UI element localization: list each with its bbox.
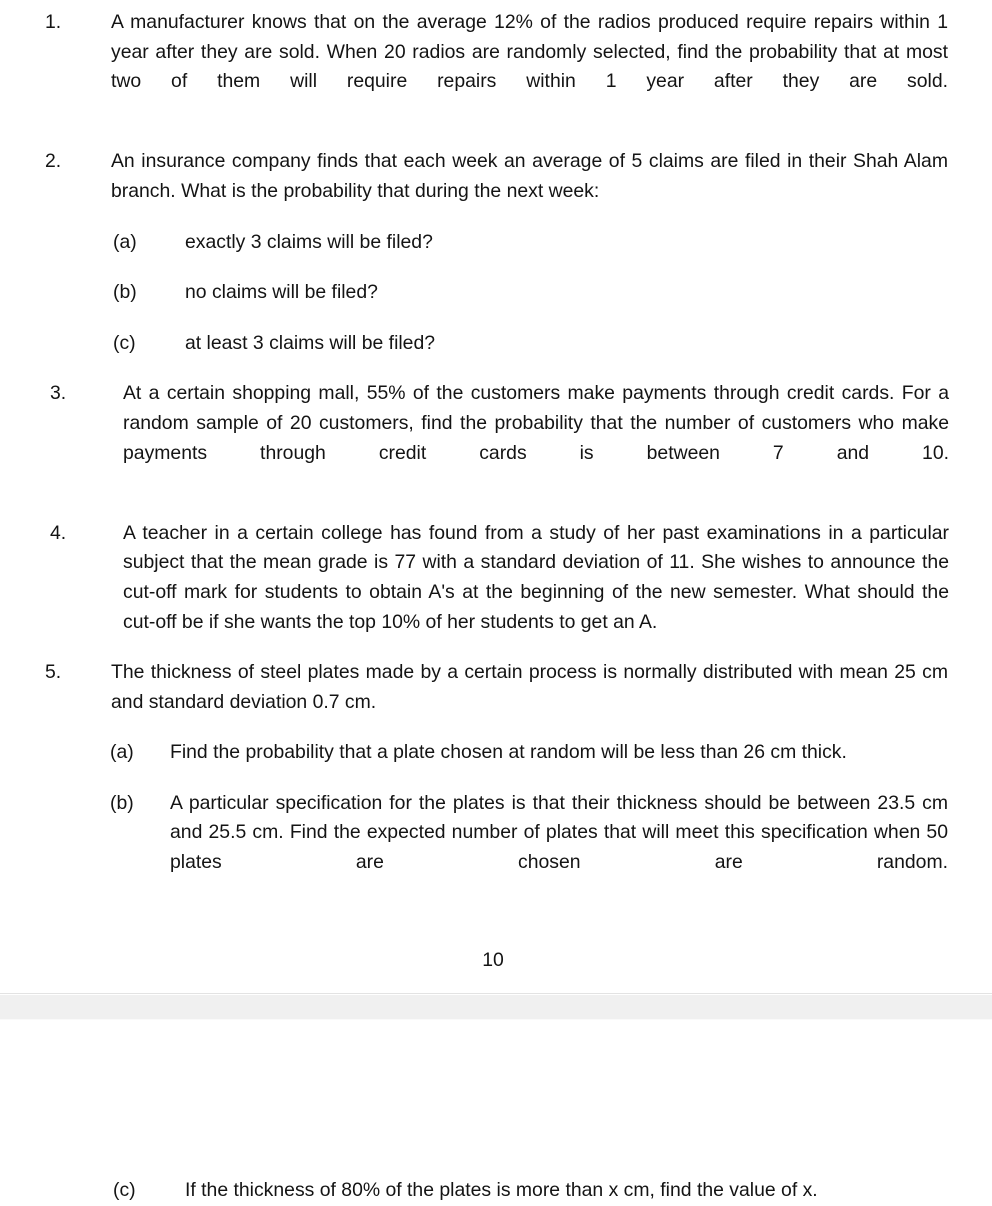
page-separator <box>0 993 992 1020</box>
spacer <box>0 126 992 147</box>
question-item-2 <box>0 147 992 206</box>
spacer <box>0 768 992 789</box>
question-item-1 <box>0 0 992 126</box>
question-text-2: An insurance company finds that each week an average of 5 claims are filed in their Shah Alam branch. What is the probability that during the next week: <box>111 150 948 202</box>
subitem-label-c: (c) <box>113 1179 136 1201</box>
subitem-label-a: (a) <box>110 741 134 764</box>
subitem-text-a: exactly 3 claims will be filed? <box>185 230 433 253</box>
spacer <box>0 358 992 379</box>
subitem-text-a: Find the probability that a plate chosen at random will be less than 26 cm thick. <box>170 741 847 764</box>
spacer <box>0 637 992 658</box>
question-text-3: At a certain shopping mall, 55% of the customers make payments through credit cards. For a random sample of 20 customers, find the probability that the number of customers who make payments through credit cards is between 7 and 10. <box>123 382 949 464</box>
question-5-subitem-c <box>0 1176 992 1206</box>
question-text-5: The thickness of steel plates made by a certain process is normally distributed with mean 25 cm and standard deviation 0.7 cm. <box>111 661 948 713</box>
question-item-4 <box>0 519 992 637</box>
spacer <box>0 207 992 228</box>
subitem-text-c: at least 3 claims will be filed? <box>185 331 436 354</box>
question-2-subitem-a <box>0 228 992 258</box>
question-number-1: 1. <box>45 11 62 33</box>
question-item-5 <box>0 658 992 717</box>
subitem-text-c: If the thickness of 80% of the plates is more than x cm, find the value of x. <box>185 1179 818 1201</box>
spacer <box>0 498 992 519</box>
page-separator-inner <box>0 994 992 1019</box>
document-page-11 <box>0 1020 992 1206</box>
question-5-subitem-b <box>0 789 992 907</box>
question-text-4: A teacher in a certain college has found from a study of her past examinations in a particular subject that the mean grade is 77 with a standard deviation of 11. She wishes to announce the cut-off mark for students to obtain A's at the beginning of the new semester. What should the cut-off be if she wants the top 10% of her students to get an A. <box>123 521 949 633</box>
subitem-label-a: (a) <box>113 230 137 253</box>
page-number: 10 <box>482 949 504 972</box>
subitem-label-b: (b) <box>113 281 137 304</box>
question-number-2: 2. <box>45 150 62 173</box>
question-number-3: 3. <box>50 382 67 405</box>
subitem-label-b: (b) <box>110 791 134 814</box>
question-2-subitem-b <box>0 278 992 308</box>
question-number-5: 5. <box>45 661 62 684</box>
question-item-3 <box>0 379 992 497</box>
subitem-text-b: no claims will be filed? <box>185 281 378 304</box>
question-number-4: 4. <box>50 521 67 544</box>
question-text-1: A manufacturer knows that on the average 12% of the radios produced require repairs within 1 year after they are sold. When 20 radios are randomly selected, find the probability that at most two of them will require repairs within 1 year after they are sold. <box>111 11 948 93</box>
spacer <box>0 257 992 278</box>
subitem-text-b: A particular specification for the plates is that their thickness should be between 23.5 cm and 25.5 cm. Find the expected number of plates that will meet this specification when 50 plates are chosen are random. <box>170 791 948 874</box>
spacer <box>0 717 992 738</box>
spacer <box>0 308 992 329</box>
question-2-subitem-c <box>0 329 992 359</box>
question-5-subitem-a <box>0 738 992 768</box>
subitem-label-c: (c) <box>113 331 136 354</box>
